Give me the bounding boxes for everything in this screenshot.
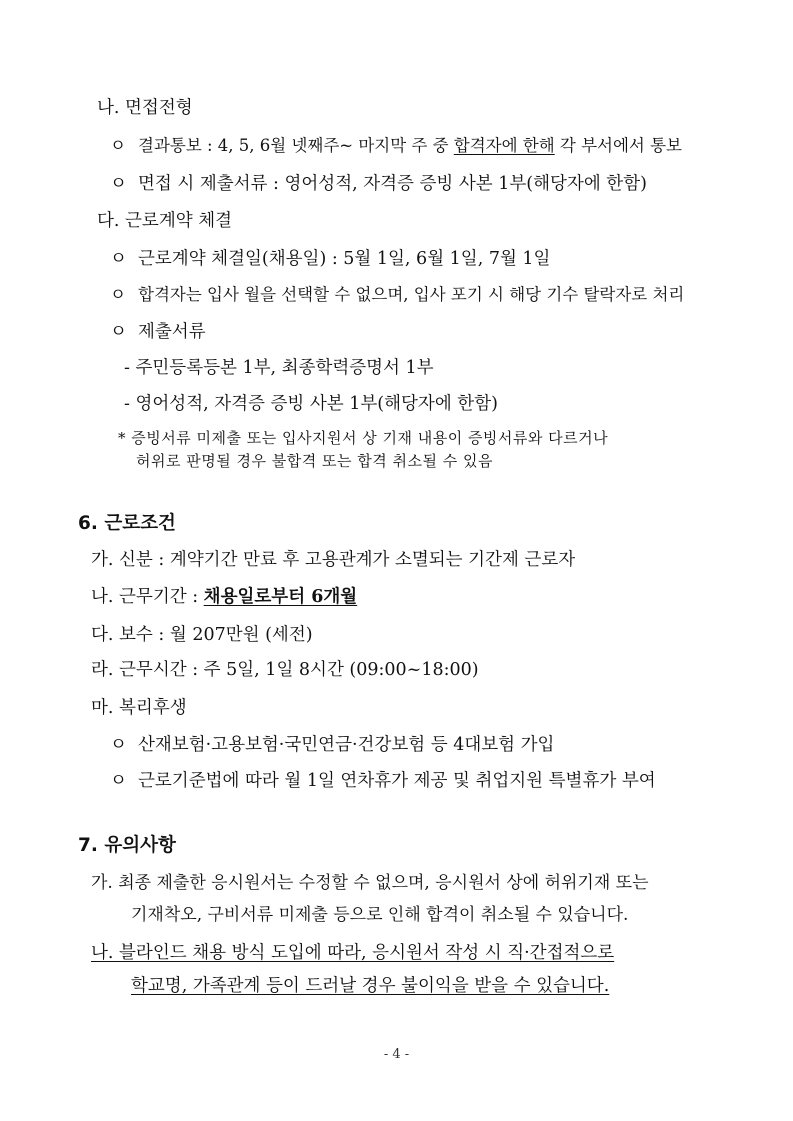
bullet-icon: ㅇ <box>110 285 126 304</box>
interview-documents-text: 면접 시 제출서류 : 영어성적, 자격증 증빙 사본 1부(해당자에 한함) <box>138 174 647 194</box>
list-item-required-documents <box>110 321 206 343</box>
condition-period-label: 나. 근무기간 : <box>91 587 204 607</box>
condition-period-value: 채용일로부터 6개월 <box>203 587 358 607</box>
section-heading-working-conditions: 6. 근로조건 <box>78 513 176 534</box>
contract-date-text: 근로계약 체결일(채용일) : 5월 1일, 6월 1일, 7월 1일 <box>138 249 551 269</box>
note-line-1: * 증빙서류 미제출 또는 입사지원서 상 기재 내용이 증빙서류와 다르거나 <box>118 429 609 447</box>
notice-na-line-2: 학교명, 가족관계 등이 드러날 경우 불이익을 받을 수 있습니다. <box>131 976 610 996</box>
condition-period <box>91 586 357 608</box>
notice-na-line-1: 나. 블라인드 채용 방식 도입에 따라, 응시원서 작성 시 직·간접적으로 <box>91 943 615 963</box>
result-notice-tail: 각 부서에서 통보 <box>554 136 682 155</box>
bullet-icon: ㅇ <box>110 735 127 755</box>
list-item-result-notice <box>110 135 682 157</box>
subsection-contract-title: 다. 근로계약 체결 <box>97 211 233 231</box>
condition-pay: 다. 보수 : 월 207만원 (세전) <box>91 625 313 645</box>
condition-welfare: 마. 복리후생 <box>91 698 187 718</box>
notice-ga-line-2: 기재착오, 구비서류 미제출 등으로 인해 합격이 취소될 수 있습니다. <box>131 905 629 925</box>
bullet-icon: ㅇ <box>110 322 127 342</box>
welfare-leave-text: 근로기준법에 따라 월 1일 연차휴가 제공 및 취업지원 특별휴가 부여 <box>138 771 656 791</box>
result-notice-text: 결과통보 : 4, 5, 6월 넷째주~ 마지막 주 중 <box>138 136 454 155</box>
welfare-item-leave <box>110 770 656 792</box>
required-documents-text: 제출서류 <box>138 322 206 342</box>
subsection-interview-title: 나. 면접전형 <box>97 98 193 118</box>
note-line-2: 허위로 판명될 경우 불합격 또는 합격 취소될 수 있음 <box>136 452 493 470</box>
bullet-icon: ㅇ <box>110 136 126 155</box>
condition-hours: 라. 근무시간 : 주 5일, 1일 8시간 (09:00~18:00) <box>91 660 479 680</box>
bullet-icon: ㅇ <box>110 249 127 269</box>
page-number: - 4 - <box>383 1047 410 1062</box>
list-item-interview-documents <box>110 173 647 195</box>
bullet-icon: ㅇ <box>110 174 127 194</box>
welfare-insurance-text: 산재보험·고용보험·국민연금·건강보험 등 4대보험 가입 <box>138 735 555 755</box>
list-item-month-selection <box>110 284 684 306</box>
result-notice-underlined: 합격자에 한해 <box>453 136 555 155</box>
section-heading-notes: 7. 유의사항 <box>78 835 176 856</box>
notice-ga-line-1: 가. 최종 제출한 응시원서는 수정할 수 없으며, 응시원서 상에 허위기재 또는 <box>91 873 649 893</box>
month-selection-text: 합격자는 입사 월을 선택할 수 없으며, 입사 포기 시 해당 기수 탈락자로 처리 <box>138 285 685 304</box>
bullet-icon: ㅇ <box>110 771 127 791</box>
condition-status: 가. 신분 : 계약기간 만료 후 고용관계가 소멸되는 기간제 근로자 <box>91 550 576 570</box>
doc-item-registration: - 주민등록등본 1부, 최종학력증명서 1부 <box>124 358 434 378</box>
doc-item-language: - 영어성적, 자격증 증빙 사본 1부(해당자에 한함) <box>124 394 498 414</box>
list-item-contract-date <box>110 248 550 270</box>
welfare-item-insurance <box>110 734 554 756</box>
